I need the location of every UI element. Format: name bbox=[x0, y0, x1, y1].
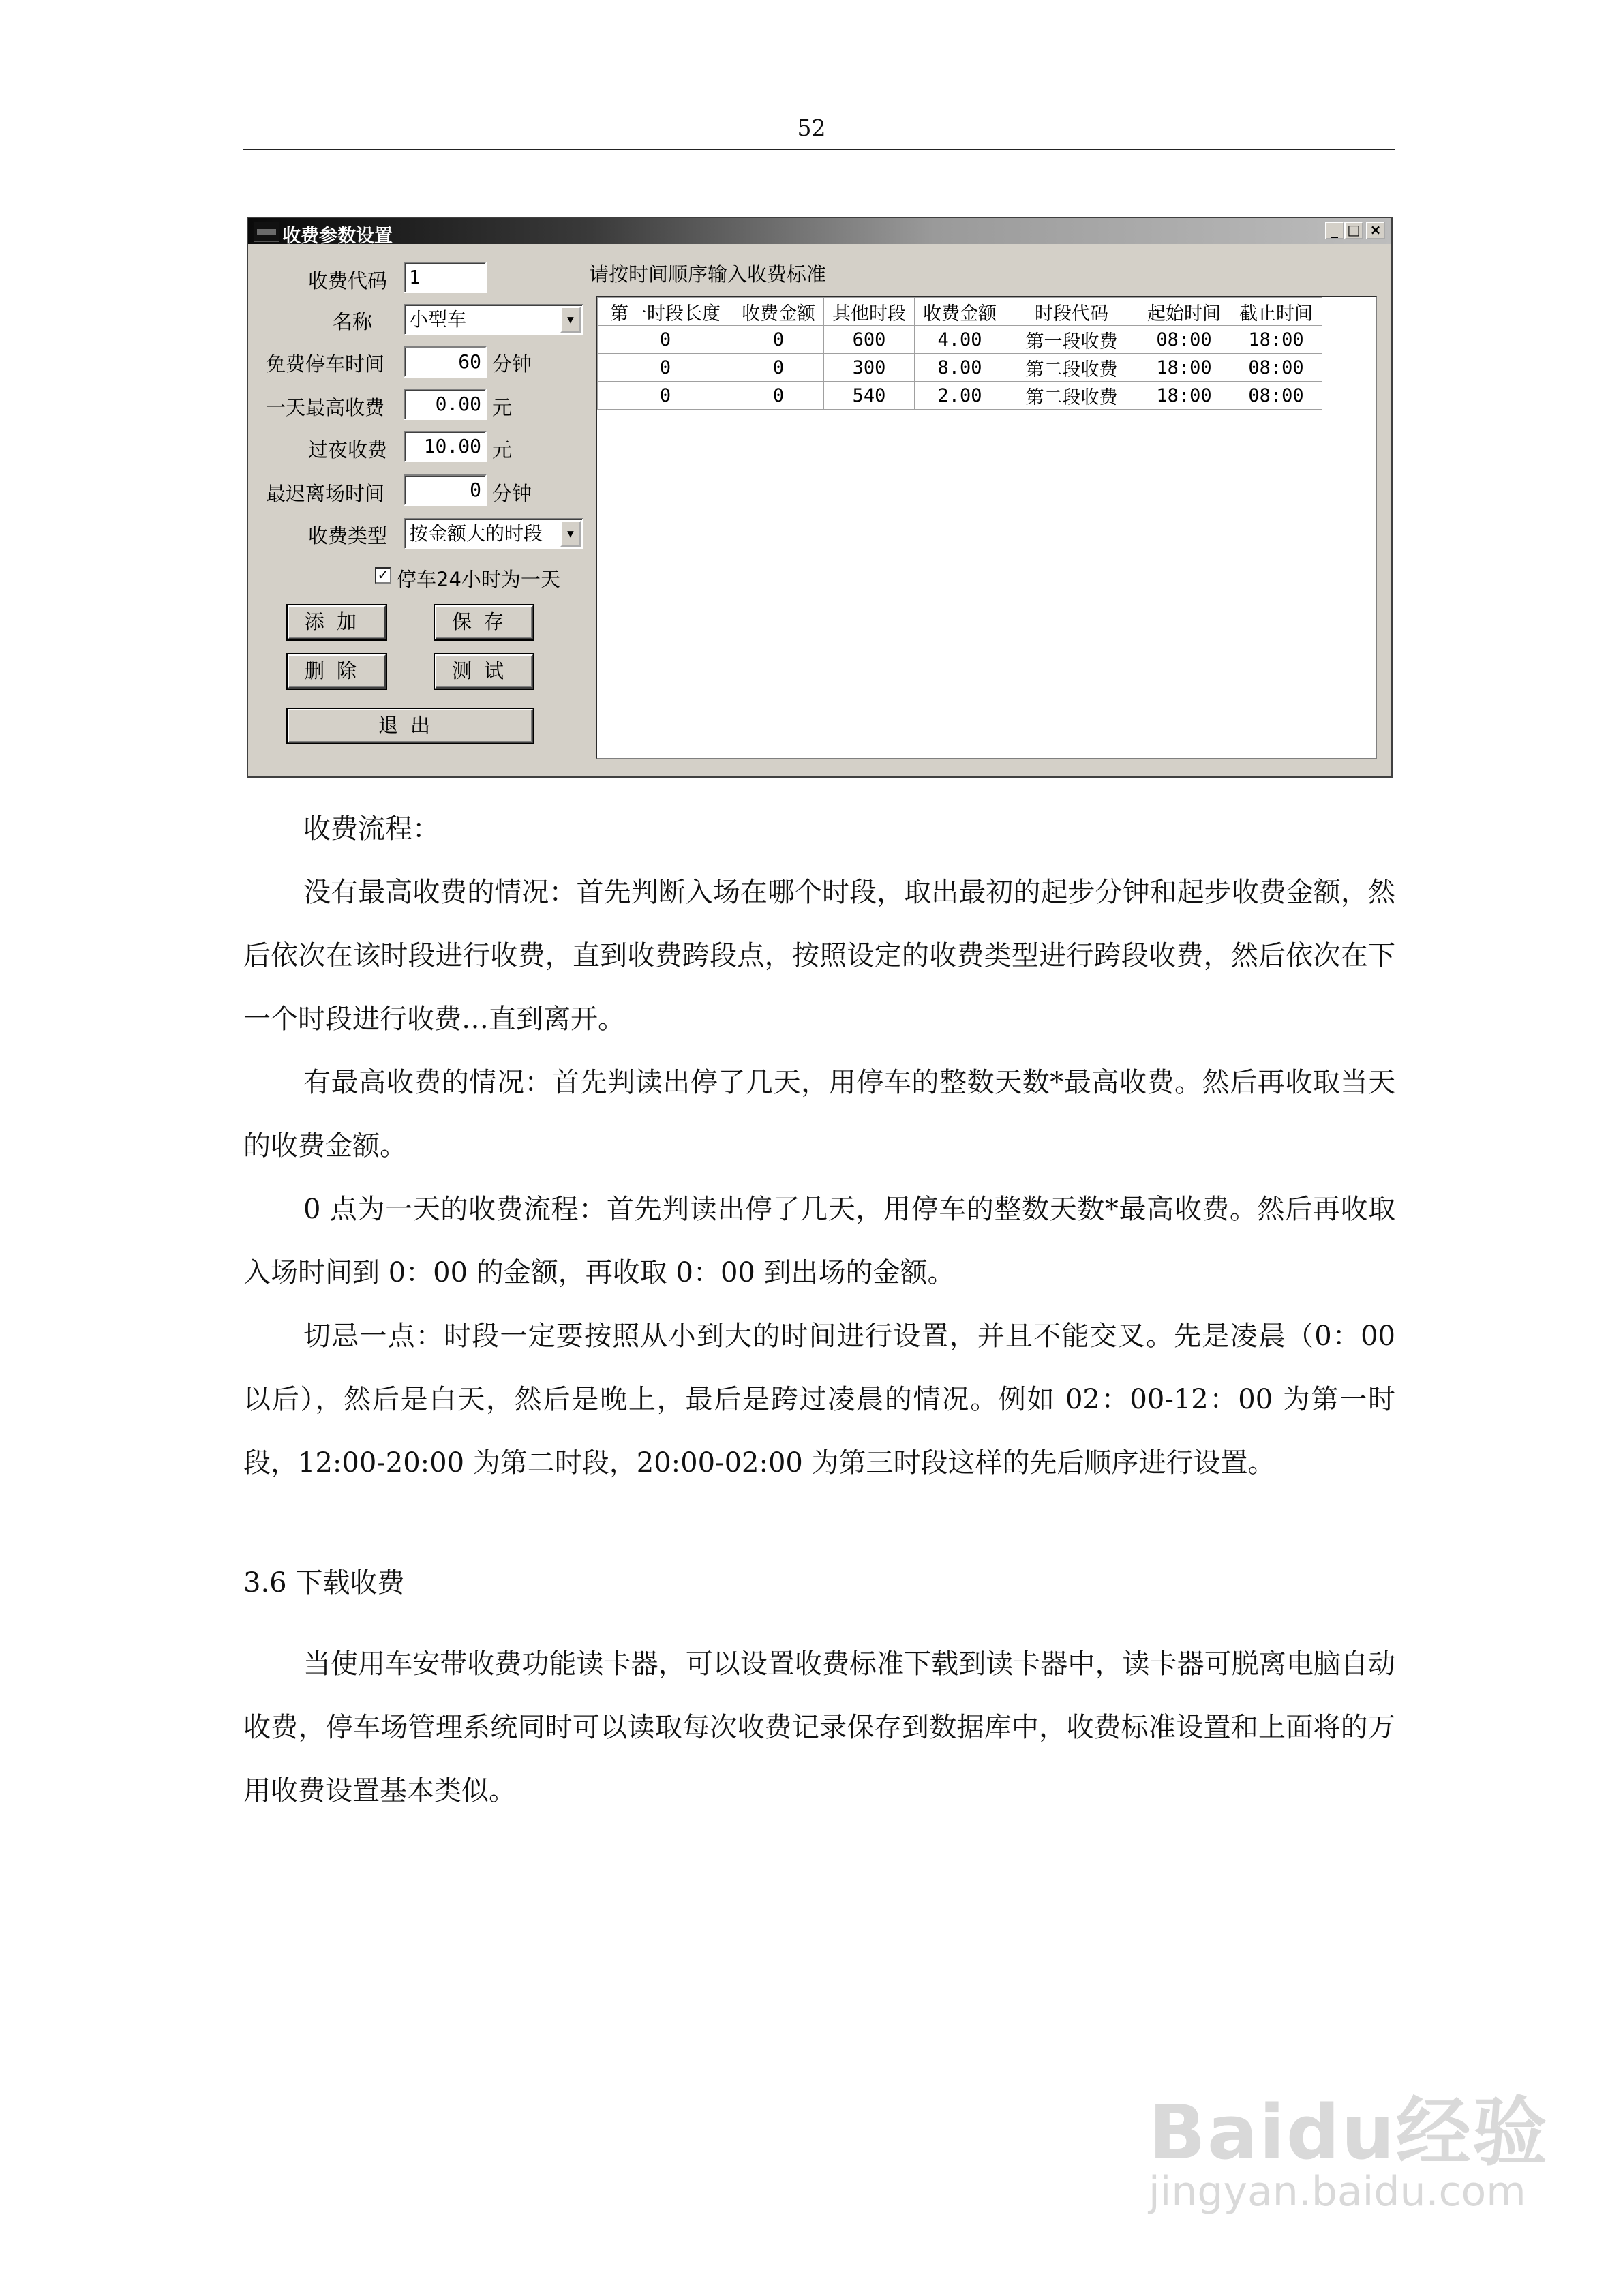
app-icon bbox=[254, 222, 279, 242]
fee-settings-dialog bbox=[247, 217, 1393, 778]
column-header[interactable]: 收费金额 bbox=[733, 298, 824, 326]
section-heading: 3.6 下载收费 bbox=[243, 1567, 405, 1599]
free-time-unit: 分钟 bbox=[492, 352, 532, 376]
minimize-button[interactable]: _ bbox=[1325, 222, 1344, 239]
fee-code-label: 收费代码 bbox=[308, 269, 388, 292]
cell: 4.00 bbox=[915, 326, 1005, 354]
delete-button[interactable]: 删除 bbox=[288, 654, 386, 689]
body-text-download bbox=[243, 1633, 1395, 1823]
day-24h-label: 停车24小时为一天 bbox=[397, 568, 560, 591]
cell: 08:00 bbox=[1230, 354, 1322, 382]
column-header[interactable]: 起始时间 bbox=[1138, 298, 1230, 326]
chevron-down-icon[interactable]: ▼ bbox=[560, 521, 581, 547]
cell: 18:00 bbox=[1138, 354, 1230, 382]
cell: 0 bbox=[598, 326, 733, 354]
day-24h-checkbox[interactable]: ✓ bbox=[375, 567, 391, 584]
fee-type-select[interactable] bbox=[404, 518, 583, 549]
test-button[interactable]: 测试 bbox=[435, 654, 533, 689]
exit-button[interactable]: 退出 bbox=[288, 709, 533, 743]
page-number: 52 bbox=[797, 115, 826, 141]
cell: 0 bbox=[598, 382, 733, 410]
cell: 18:00 bbox=[1230, 326, 1322, 354]
save-button[interactable]: 保存 bbox=[435, 605, 533, 639]
cell: 600 bbox=[824, 326, 915, 354]
cell: 第一段收费 bbox=[1005, 326, 1138, 354]
late-exit-unit: 分钟 bbox=[492, 482, 532, 505]
cell: 0 bbox=[733, 382, 824, 410]
max-fee-input[interactable]: 0.00 bbox=[404, 389, 487, 420]
baidu-logo: Baidu经验 bbox=[1149, 2089, 1549, 2176]
overnight-fee-unit: 元 bbox=[492, 438, 513, 462]
maximize-button[interactable]: □ bbox=[1344, 222, 1363, 239]
vehicle-type-select[interactable] bbox=[404, 304, 583, 335]
free-time-label: 免费停车时间 bbox=[266, 352, 385, 376]
cell: 第二段收费 bbox=[1005, 354, 1138, 382]
fee-type-label: 收费类型 bbox=[308, 524, 388, 547]
paragraph-with-max-fee: 有最高收费的情况：首先判读出停了几天，用停车的整数天数*最高收费。然后再收取当天的收费金额。 bbox=[243, 1067, 1395, 1162]
add-button[interactable]: 添加 bbox=[288, 605, 386, 639]
fee-code-input[interactable]: 1 bbox=[404, 262, 487, 293]
chevron-down-icon[interactable]: ▼ bbox=[560, 307, 581, 333]
cell: 第二段收费 bbox=[1005, 382, 1138, 410]
cell: 0 bbox=[733, 326, 824, 354]
paragraph-midnight-flow: 0 点为一天的收费流程：首先判读出停了几天，用停车的整数天数*最高收费。然后再收取入场时间到 0：00 的金额，再收取 0：00 到出场的金额。 bbox=[243, 1194, 1395, 1288]
max-fee-unit: 元 bbox=[492, 396, 513, 419]
column-header[interactable]: 时段代码 bbox=[1005, 298, 1138, 326]
fee-table bbox=[597, 297, 1322, 410]
vehicle-type-value: 小型车 bbox=[409, 308, 467, 331]
cell: 08:00 bbox=[1230, 382, 1322, 410]
column-header[interactable]: 收费金额 bbox=[915, 298, 1005, 326]
table-row[interactable] bbox=[598, 382, 1322, 410]
name-label: 名称 bbox=[333, 310, 373, 333]
body-text-flow bbox=[243, 798, 1395, 1495]
close-button[interactable]: × bbox=[1366, 222, 1385, 239]
column-header[interactable]: 第一时段长度 bbox=[598, 298, 733, 326]
paragraph-download-fee: 当使用车安带收费功能读卡器，可以设置收费标准下载到读卡器中，读卡器可脱离电脑自动收费，停车场管理系统同时可以读取每次收费记录保存到数据库中，收费标准设置和上面将的万用收费设置基本类似。 bbox=[243, 1648, 1395, 1807]
free-time-input[interactable]: 60 bbox=[404, 346, 487, 378]
overnight-fee-input[interactable]: 10.00 bbox=[404, 431, 487, 462]
cell: 0 bbox=[733, 354, 824, 382]
cell: 540 bbox=[824, 382, 915, 410]
title-bar[interactable] bbox=[248, 218, 1391, 247]
table-header-row bbox=[598, 298, 1322, 326]
overnight-fee-label: 过夜收费 bbox=[308, 438, 388, 462]
table-row[interactable] bbox=[598, 354, 1322, 382]
cell: 2.00 bbox=[915, 382, 1005, 410]
column-header[interactable]: 截止时间 bbox=[1230, 298, 1322, 326]
flow-title: 收费流程： bbox=[303, 813, 440, 845]
late-exit-label: 最迟离场时间 bbox=[266, 482, 385, 505]
header-rule bbox=[243, 149, 1395, 150]
cell: 300 bbox=[824, 354, 915, 382]
paragraph-no-max-fee: 没有最高收费的情况：首先判断入场在哪个时段，取出最初的起步分钟和起步收费金额，然后依次在该时段进行收费，直到收费跨段点，按照设定的收费类型进行跨段收费，然后依次在下一个时段进行收费…直到离开。 bbox=[243, 877, 1395, 1035]
late-exit-input[interactable]: 0 bbox=[404, 474, 487, 506]
cell: 08:00 bbox=[1138, 326, 1230, 354]
table-row[interactable] bbox=[598, 326, 1322, 354]
max-fee-label: 一天最高收费 bbox=[266, 396, 385, 419]
fee-standard-title: 请按时间顺序输入收费标准 bbox=[589, 262, 827, 286]
cell: 18:00 bbox=[1138, 382, 1230, 410]
watermark-url: jingyan.baidu.com bbox=[1149, 2168, 1526, 2216]
cell: 8.00 bbox=[915, 354, 1005, 382]
column-header[interactable]: 其他时段 bbox=[824, 298, 915, 326]
fee-type-value: 按金额大的时段 bbox=[409, 522, 543, 545]
dialog-title: 收费参数设置 bbox=[282, 226, 393, 247]
cell: 0 bbox=[598, 354, 733, 382]
watermark bbox=[1145, 1991, 1554, 2216]
paragraph-caution: 切忌一点：时段一定要按照从小到大的时间进行设置，并且不能交叉。先是凌晨（0：00 以后），然后是白天，然后是晚上，最后是跨过凌晨的情况。例如 02：00-12：00 为第一时段，12:00-20:00 为第二时段，20:00-02:00 为第三时段这样的先后顺序进行设置。 bbox=[243, 1320, 1395, 1479]
fee-standard-grid[interactable] bbox=[596, 296, 1377, 759]
